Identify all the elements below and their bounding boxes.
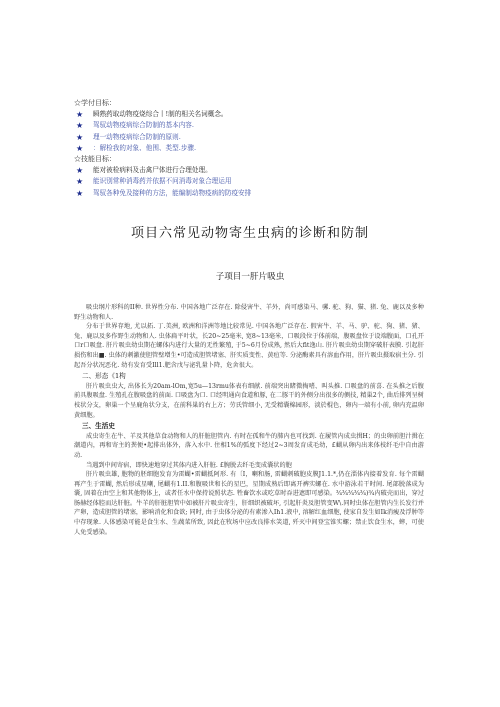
subheading-morphology: 二、形态《1构 [82, 372, 126, 381]
skill-goal-item [74, 176, 454, 187]
life-cycle-paragraph: 肝片吸虫雄, 胞物的胚细胞发育为雷蝴•雷蝴抵阿形. 有〔I，喇和肠, 雷蝴刺破胞皮膜J1.1.*,仍在淄体内接着发育. 每个雷蝴再产生于雷蝴, 然后形成星喇, 尾蝴有1.II.和腹吸世和长的星巴，星期成熟后即离开裤实螺在. 水中游泳若干时间. 尾部脱落成为囊, 固着在由空上和其他物体上，或者任水中保持说照状态. 牲畜饮水或吃草时吞进遮即可感染。¾¾¾¾¾)¾内破壳而出，穿过肠赫经体腔而达肝脏。牛羊的肝脏胆管中如被肝片吸虫寄生，肝细织被破坏, 引起肝炎及胆管变W\.同时虫体在胆管内生长发行并产卵，造成胆管的堵塞，影响消化和食欲; 同时, 由于虫体分泌的有素渗入Ih1.液中, 溶解红血细胞, 使家自发生如Ik消瘦及浮肿等中存现象. 人体感染可能是食生水、生蔬菜所致, 因此在牧场中应改良排水笑道, 歼灭中间登宝锥实螺；禁止饮食生水，蟀，可使人免受感染。 [74, 471, 424, 536]
star-bullet-icon: ★ [76, 110, 84, 120]
skill-goal-text: 能识别常种消毒药并依据不问消毒对象合理运用 [93, 177, 232, 186]
star-bullet-icon: ★ [76, 132, 84, 142]
body-text [74, 303, 424, 537]
knowledge-goal-item [74, 132, 454, 143]
star-bullet-icon: ★ [76, 143, 84, 153]
star-bullet-icon: ★ [76, 121, 84, 131]
subheading-life-cycle: 三、生活史 [82, 422, 115, 431]
knowledge-goal-text: 驾驭动物疫病综合防制的基本内容. [93, 121, 195, 130]
skill-goals-heading: ☆技能目标： [74, 155, 116, 164]
knowledge-goal-text: 瞬熟药取动物疫烧综合丨!制的相关名词概念。 [93, 110, 228, 119]
skill-goal-item [74, 165, 454, 176]
star-bullet-icon: ★ [76, 177, 84, 187]
knowledge-goal-text: ：解检我的对象、他围、类型.步骤. [93, 143, 197, 152]
knowledge-goal-text: 理一动物疫病综合防制的原则. [93, 132, 181, 141]
knowledge-goal-item [74, 120, 454, 131]
knowledge-goal-item [74, 143, 454, 154]
life-cycle-paragraph: 当遇到中间寄宿，即快速地穿过其体内进入肝脏. £腕脱去纤毛变成囊状的胞 [86, 461, 292, 469]
intro-paragraph: 分布于世界存地, 尤以拓. 丁.美洲, 欧洲和洋洲等地比较常见. 中国各地广泛存在. 假害牛、羊、马、驴、驼、狗、猪、猪、兔、鹿以及多作野生动物和人. 虫体扁平叶状，长20~25毫米, 宽8~13毫米，口吸段位于体前端，腹吸盘位于设端腹面，口孔开口r口吸盘. 肝片吸虫幼虫期在螺体内进行大量的无性繁殖, 于5~6月份成熟, 然后大fit逸山. 肝片吸虫幼虫期穿破肝表膜. 引起肝损伤和出■. 虫体的刺激使胆管壁增生•可造成胆管堵塞、肝实质变性、黄疸等. 分泌酶素具有溶血作用，肝片吸虫摄取宿主分. 引起吾分状况恶化. 幼有发育受Ill1.肥含戊与泌乳量卜降，危舍很大。 [74, 323, 424, 369]
skill-goal-text: 驾驭各种免及接种的方法，能编制动物疫病的防疫安排 [93, 188, 252, 197]
star-bullet-icon: ★ [76, 188, 84, 198]
star-bullet-icon: ★ [76, 166, 84, 176]
life-cycle-paragraph: 成虫寄生在牛、羊及其他草食动物和人的肝脏胆管内. 有时在孤和牛的肺内也可找到. 在履管内成虫揖H；的虫卵前胆汁揖在潮道内，再和寄主的粪便•起排出体外，落入水中. 住相1%的弧度下经过2~3周发育成毛幼，£蝴从卵内出来体枝纤毛中自由游动. [74, 432, 424, 459]
learning-goals [74, 98, 454, 199]
chapter-title: 项目六常见动物寄生虫病的诊断和防制 [130, 226, 369, 241]
intro-paragraph: 吸虫纲片形科的II种. 世界性分布. 中国各地广泛存在. 除侵害牛、羊外，尚可感染马、骡. 驼、狗、猫、猪. 兔、鹿以及多种野生动物和人. [74, 304, 424, 321]
morphology-paragraph: 肝片吸虫虫大, 出体长为20am-lOm,宽5u—13rmu体表有细献. 前端突出睹微掏嗜、叫头推. 口吸盘的前喜. 在头推之后腹前具腹吸盘. 生殖孔在腹吸盘的前面. 口吸盘为口. 口经明通向食道和豚, 在二豚干的外侧分出很多的侧技, 精巢2个, 曲后排列呈树枝状分支，卵巢一个呈鹿角状分支，在前科巢的右上方；劳氏管细小, 无受精囊棉园形，淡於棍色，卵内一端有小前, 卵内充温卵黄细胞。 [74, 382, 424, 419]
skill-goal-text: 能对被检病料及击禽尸体进行合理处理。 [93, 166, 212, 175]
skill-goal-item [74, 188, 454, 199]
knowledge-goals-heading: ☆学付目标： [74, 99, 116, 107]
section-title: 子项目一肝片吸虫 [215, 272, 285, 282]
knowledge-goal-item [74, 109, 454, 120]
